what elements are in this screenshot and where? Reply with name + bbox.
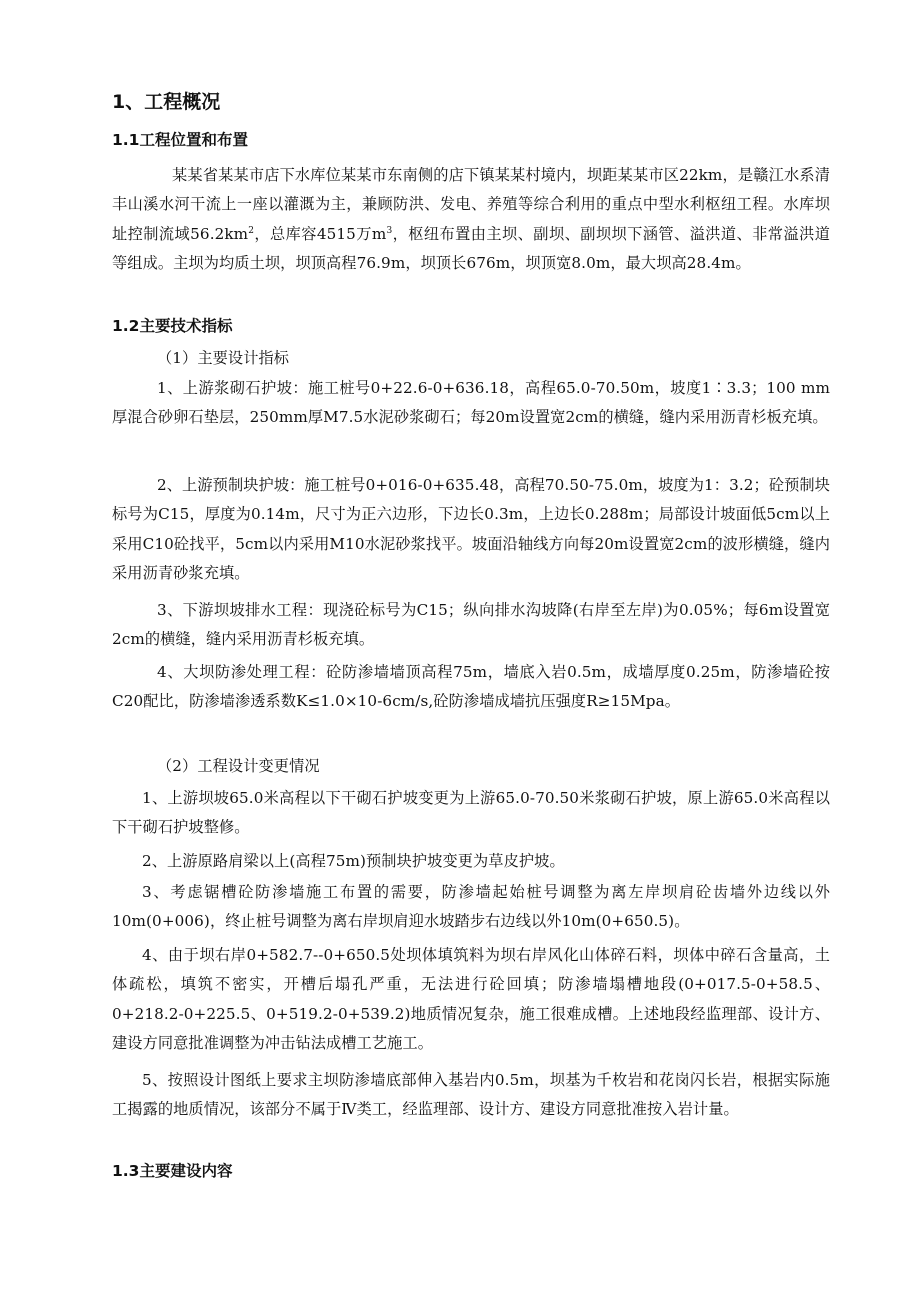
- change-item-3: 3、考虑锯槽砼防渗墙施工布置的需要，防渗墙起始桩号调整为离左岸坝肩砼齿墙外边线以外10m(0+006)，终止桩号调整为离右岸坝肩迎水坡踏步右边线以外10m(0+650.5)。: [112, 883, 830, 931]
- subheading-design-changes: （2）工程设计变更情况: [157, 757, 320, 775]
- location-text-c: ，枢纽布置由主坝、副坝、副坝坝下涵管、溢洪道、非常溢洪道等组成。主坝为均质土坝，坝顶高程76.9m，坝顶长676m，坝顶宽8.0m，最大坝高28.4m。: [112, 224, 830, 273]
- change-item-4: 4、由于坝右岸0+582.7--0+650.5处坝体填筑料为坝右岸风化山体碎石料，坝体中碎石含量高，土体疏松，填筑不密实，开槽后塌孔严重，无法进行砼回填；防渗墙塌槽地段(0+017.5-0+58.5、0+218.2-0+225.5、0+519.2-0+539.2)地质情况复杂，施工很难成槽。上述地段经监理部、设计方、建设方同意批准调整为冲击钻法成槽工艺施工。: [112, 946, 830, 1053]
- heading-1-3: 1.3主要建设内容: [112, 1162, 233, 1180]
- change-item-2: 2、上游原路肩梁以上(高程75m)预制块护坡变更为草皮护坡。: [142, 852, 565, 870]
- indicator-item-1: 1、上游浆砌石护坡：施工桩号0+22.6-0+636.18，高程65.0-70.50m，坡度1∶3.3；100 mm厚混合砂卵石垫层，250mm厚M7.5水泥砂浆砌石；每20m设置宽2cm的横缝，缝内采用沥青杉板充填。: [112, 379, 830, 427]
- location-text-b: ，总库容4515万m: [254, 224, 387, 243]
- change-item-1: 1、上游坝坡65.0米高程以下干砌石护坡变更为上游65.0-70.50米浆砌石护坡，原上游65.0米高程以下干砌石护坡整修。: [112, 789, 830, 837]
- section-title: 1、工程概况: [112, 91, 221, 113]
- heading-1-1: 1.1工程位置和布置: [112, 131, 248, 149]
- indicator-item-3: 3、下游坝坡排水工程：现浇砼标号为C15；纵向排水沟坡降(右岸至左岸)为0.05%；每6m设置宽2cm的横缝，缝内采用沥青杉板充填。: [112, 601, 830, 649]
- subheading-design-indicators: （1）主要设计指标: [157, 349, 290, 367]
- superscript-cubic: 3: [386, 225, 393, 236]
- heading-1-2: 1.2主要技术指标: [112, 317, 233, 335]
- paragraph-project-location: [112, 161, 830, 279]
- location-text-a: 某某省某某市店下水库位某某市东南侧的店下镇某某村境内，坝距某某市区22km，是赣江水系清丰山溪水河干流上一座以灌溉为主，兼顾防洪、发电、养殖等综合利用的重点中型水利枢纽工程。水库坝址控制流域56.2km: [112, 166, 830, 243]
- indicator-item-2: 2、上游预制块护坡：施工桩号0+016-0+635.48，高程70.50-75.0m，坡度为1：3.2；砼预制块标号为C15，厚度为0.14m，尺寸为正六边形，下边长0.3m，上边长0.288m；局部设计坡面低5cm以上采用C10砼找平，5cm以内采用M10水泥砂浆找平。坡面沿轴线方向每20m设置宽2cm的波形横缝，缝内采用沥青砂浆充填。: [112, 476, 830, 583]
- indicator-item-4: 4、大坝防渗处理工程：砼防渗墙墙顶高程75m，墙底入岩0.5m，成墙厚度0.25m，防渗墙砼按C20配比，防渗墙渗透系数K≤1.0×10-6cm/s,砼防渗墙成墙抗压强度R≥15Mpa。: [112, 663, 830, 711]
- change-item-5: 5、按照设计图纸上要求主坝防渗墙底部伸入基岩内0.5m，坝基为千枚岩和花岗闪长岩，根据实际施工揭露的地质情况，该部分不属于Ⅳ类工，经监理部、设计方、建设方同意批准按入岩计量。: [112, 1071, 830, 1119]
- superscript-square: 2: [248, 225, 255, 236]
